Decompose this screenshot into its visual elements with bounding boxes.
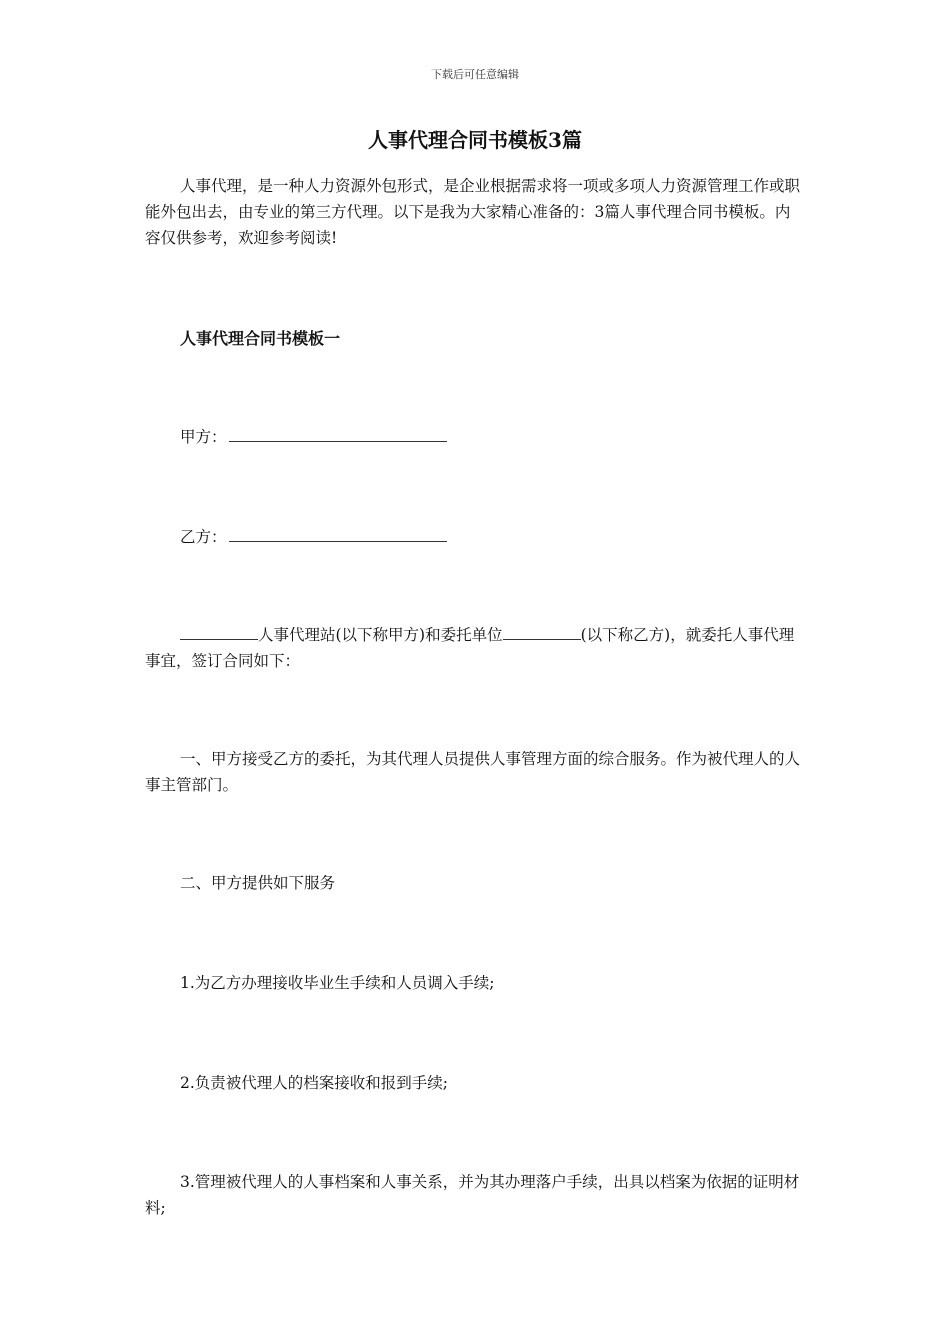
header-note: 下载后可任意编辑	[431, 68, 519, 81]
service-item-3: 3.管理被代理人的人事档案和人事关系，并为其办理落户手续，出具以档案为依据的证明材料;	[145, 1173, 800, 1217]
party-b-label: 乙方：	[180, 528, 227, 546]
party-a-field	[180, 424, 447, 450]
party-a-blank	[229, 425, 447, 442]
clause-1: 一、甲方接受乙方的委托，为其代理人员提供人事管理方面的综合服务。作为被代理人的人事主管部门。	[145, 750, 801, 794]
clause-preamble	[145, 622, 800, 674]
party-a-label: 甲方：	[180, 428, 227, 446]
preamble-part1: 人事代理站(以下称甲方)和委托单位	[258, 626, 503, 644]
service-item-1: 1.为乙方办理接收毕业生手续和人员调入手续;	[180, 974, 495, 992]
section-heading: 人事代理合同书模板一	[180, 329, 341, 348]
agency-name-blank	[180, 623, 258, 640]
intro-paragraph: 人事代理，是一种人力资源外包形式，是企业根据需求将一项或多项人力资源管理工作或职能外包出去，由专业的第三方代理。以下是我为大家精心准备的：3篇人事代理合同书模板。内容仅供参考，欢迎参考阅读!	[145, 177, 801, 247]
clause-2: 二、甲方提供如下服务	[180, 874, 336, 892]
client-unit-blank	[503, 623, 581, 640]
document-title: 人事代理合同书模板3篇	[368, 128, 582, 152]
service-item-2: 2.负责被代理人的档案接收和报到手续;	[180, 1074, 449, 1092]
party-b-blank	[229, 525, 447, 542]
preamble-part2: (以下称乙方)，就委托人事代理事宜，签订合同如下：	[145, 626, 795, 670]
party-b-field	[180, 524, 447, 550]
